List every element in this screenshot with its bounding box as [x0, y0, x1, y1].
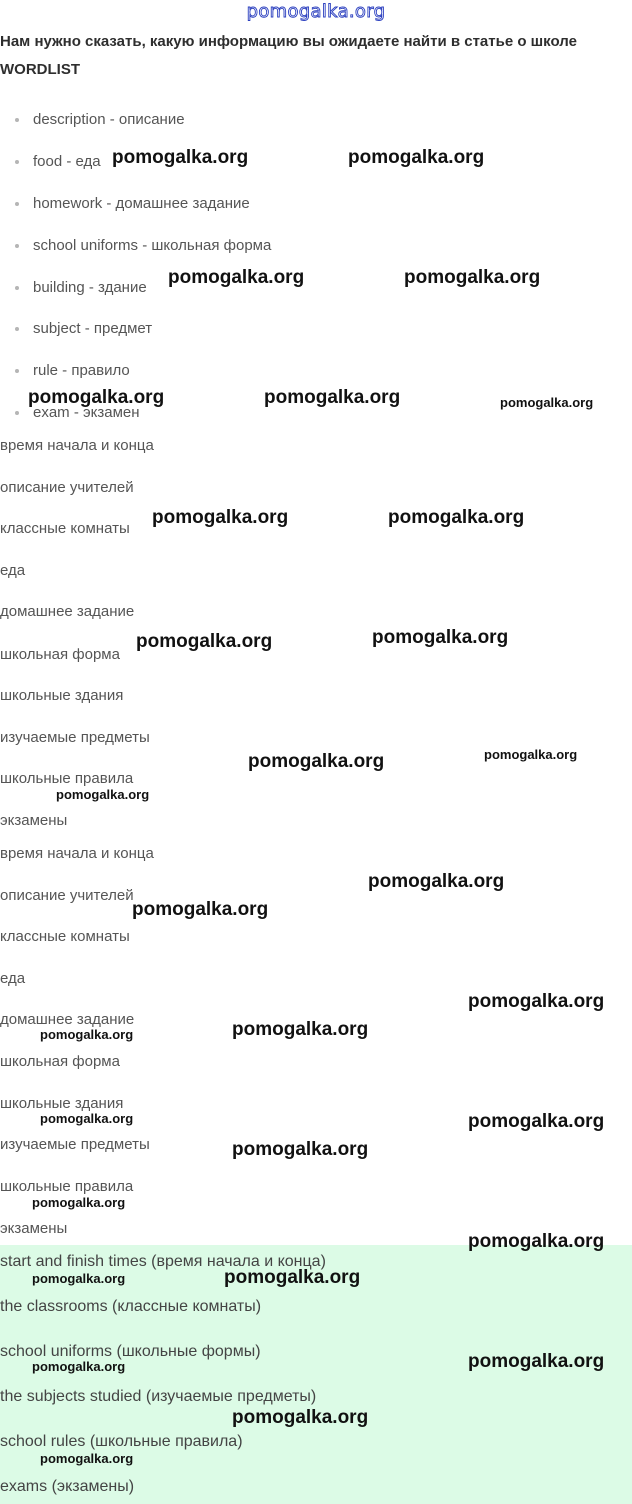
watermark: pomogalka.org — [404, 267, 541, 288]
option-item: экзамены — [0, 1220, 68, 1237]
watermark: pomogalka.org — [232, 1139, 369, 1160]
watermark: pomogalka.org — [40, 1111, 134, 1126]
option-item: время начала и конца — [0, 845, 154, 862]
option-item: время начала и конца — [0, 437, 154, 454]
option-item: описание учителей — [0, 479, 134, 496]
wordlist-item: school uniforms - школьная форма — [33, 237, 271, 254]
option-item: описание учителей — [0, 887, 134, 904]
answer-item: the classrooms (классные комнаты) — [0, 1298, 262, 1315]
site-watermark-top: pomogalka.org — [246, 1, 386, 22]
option-item: изучаемые предметы — [0, 729, 150, 746]
option-item: школьные здания — [0, 687, 124, 704]
watermark: pomogalka.org — [468, 1351, 605, 1372]
bullet-icon — [15, 160, 19, 164]
watermark: pomogalka.org — [484, 747, 578, 762]
watermark: pomogalka.org — [32, 1195, 126, 1210]
option-item: школьные правила — [0, 1178, 134, 1195]
watermark: pomogalka.org — [232, 1019, 369, 1040]
answer-item: school uniforms (школьные формы) — [0, 1343, 261, 1360]
watermark: pomogalka.org — [388, 507, 525, 528]
option-item: домашнее задание — [0, 1011, 135, 1028]
question-text: Нам нужно сказать, какую информацию вы ожидаете найти в статье о школе — [0, 33, 577, 50]
watermark: pomogalka.org — [32, 1271, 126, 1286]
wordlist-item: rule - правило — [33, 362, 130, 379]
watermark: pomogalka.org — [224, 1267, 361, 1288]
watermark: pomogalka.org — [112, 147, 249, 168]
watermark: pomogalka.org — [248, 751, 385, 772]
option-item: школьная форма — [0, 646, 120, 663]
watermark: pomogalka.org — [348, 147, 485, 168]
watermark: pomogalka.org — [40, 1027, 134, 1042]
option-item: классные комнаты — [0, 520, 130, 537]
option-item: школьная форма — [0, 1053, 120, 1070]
option-item: экзамены — [0, 812, 68, 829]
option-item: еда — [0, 970, 26, 987]
watermark: pomogalka.org — [132, 899, 269, 920]
option-item: еда — [0, 562, 26, 579]
wordlist-item: building - здание — [33, 279, 147, 296]
watermark: pomogalka.org — [468, 1231, 605, 1252]
bullet-icon — [15, 411, 19, 415]
watermark: pomogalka.org — [468, 1111, 605, 1132]
bullet-icon — [15, 244, 19, 248]
watermark: pomogalka.org — [56, 787, 150, 802]
wordlist-item: exam - экзамен — [33, 404, 140, 421]
watermark: pomogalka.org — [152, 507, 289, 528]
bullet-icon — [15, 118, 19, 122]
bullet-icon — [15, 202, 19, 206]
answer-item: the subjects studied (изучаемые предметы) — [0, 1388, 317, 1405]
wordlist-item: description - описание — [33, 111, 185, 128]
watermark: pomogalka.org — [232, 1407, 369, 1428]
option-item: изучаемые предметы — [0, 1136, 150, 1153]
option-item: школьные правила — [0, 770, 134, 787]
wordlist-item: food - еда — [33, 153, 101, 170]
answer-item: start and finish times (время начала и конца) — [0, 1253, 326, 1270]
watermark: pomogalka.org — [372, 627, 509, 648]
option-item: школьные здания — [0, 1095, 124, 1112]
watermark: pomogalka.org — [136, 631, 273, 652]
watermark: pomogalka.org — [468, 991, 605, 1012]
answer-item: school rules (школьные правила) — [0, 1433, 243, 1450]
watermark: pomogalka.org — [264, 387, 401, 408]
wordlist-heading: WORDLIST — [0, 61, 80, 78]
wordlist-item: homework - домашнее задание — [33, 195, 250, 212]
watermark: pomogalka.org — [32, 1359, 126, 1374]
option-item: классные комнаты — [0, 928, 130, 945]
bullet-icon — [15, 369, 19, 373]
answer-item: exams (экзамены) — [0, 1478, 135, 1495]
watermark: pomogalka.org — [500, 395, 594, 410]
watermark: pomogalka.org — [368, 871, 505, 892]
watermark: pomogalka.org — [40, 1451, 134, 1466]
watermark: pomogalka.org — [168, 267, 305, 288]
wordlist-item: subject - предмет — [33, 320, 152, 337]
watermark: pomogalka.org — [28, 387, 165, 408]
bullet-icon — [15, 286, 19, 290]
bullet-icon — [15, 327, 19, 331]
option-item: домашнее задание — [0, 603, 135, 620]
